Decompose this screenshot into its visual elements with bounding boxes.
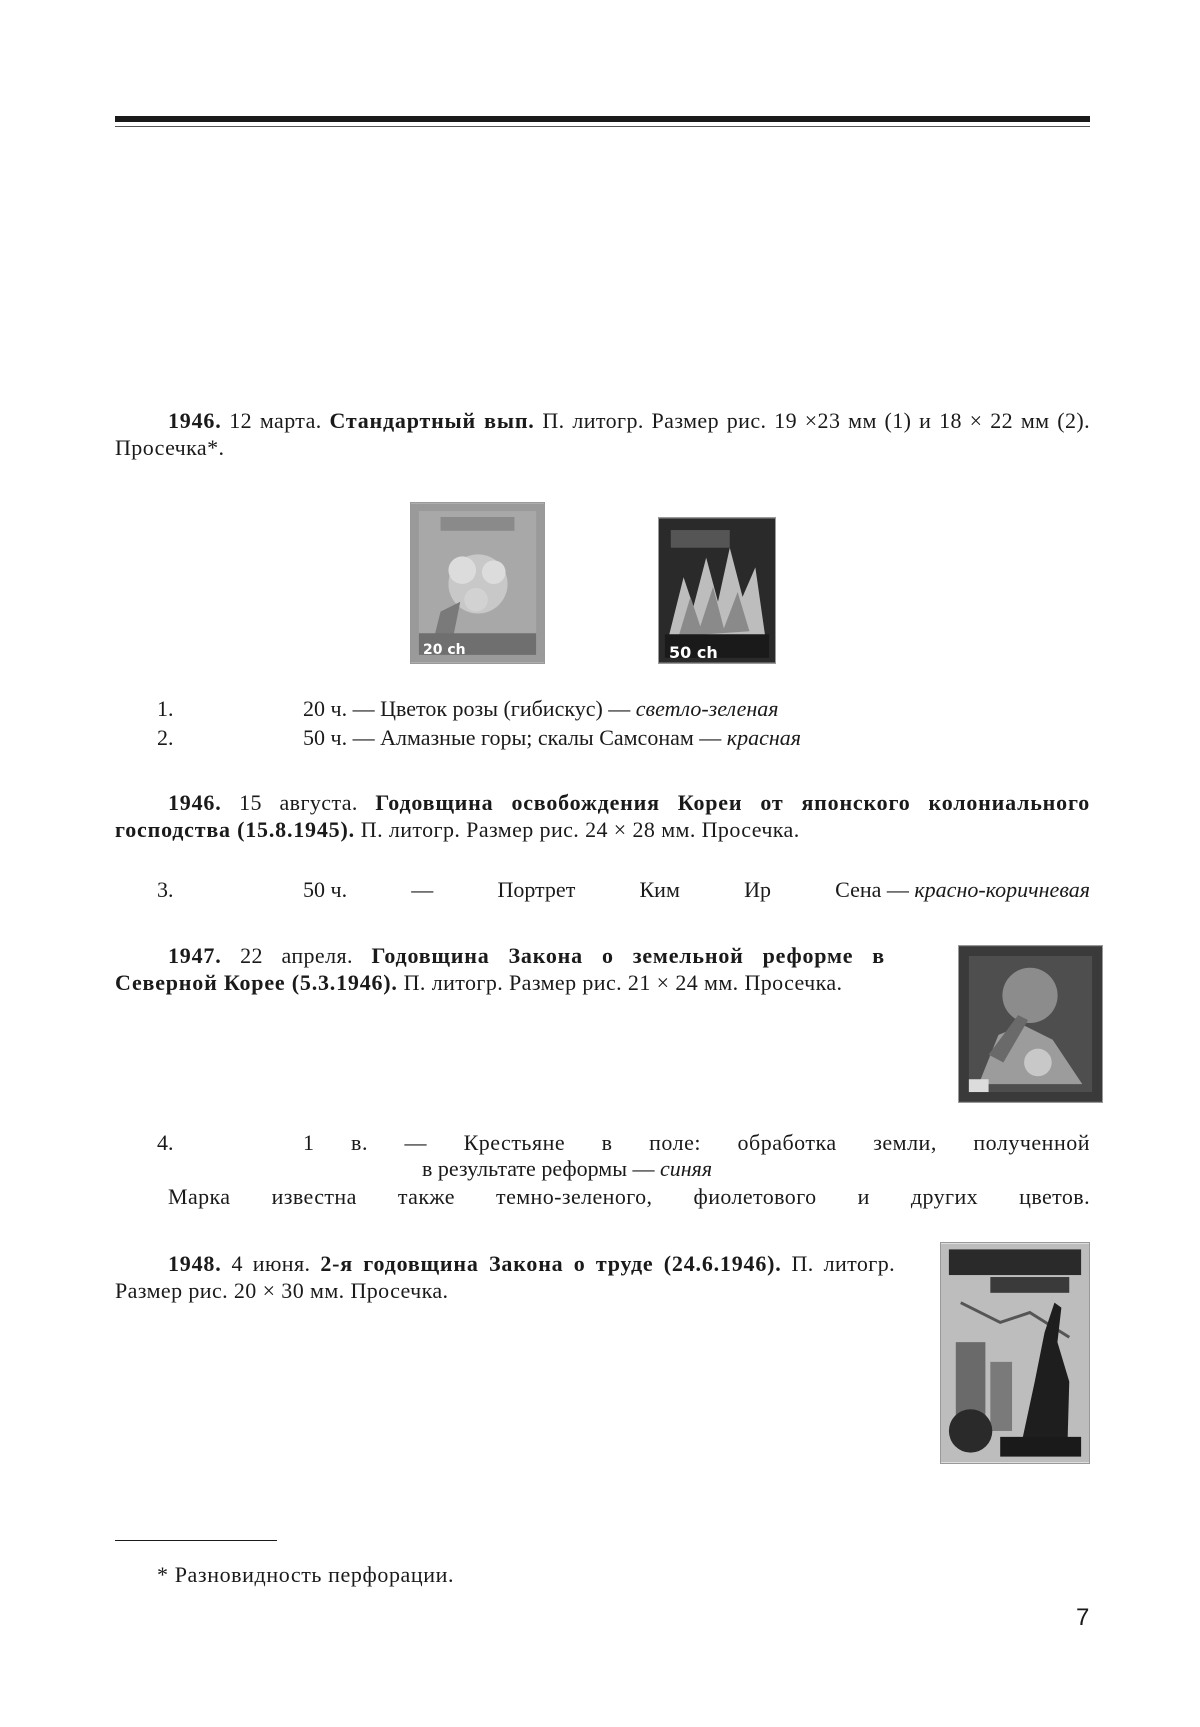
stamp-2-value: 50 ch (669, 643, 718, 662)
section-4-details: П. литогр. Размер рис. 20 × 30 мм. Просечка. (115, 1251, 896, 1303)
entry-3-color: красно-коричневая (914, 877, 1090, 902)
entry-3-number: 3. (157, 877, 174, 902)
entry-2-desc: Алмазные горы; скалы Самсонам — (380, 725, 722, 750)
section-3-details: П. литогр. Размер рис. 21 × 24 мм. Просечка. (403, 970, 843, 995)
entry-3-dash: — (411, 877, 434, 902)
section-4-date: 1948. (168, 1251, 222, 1276)
entry-4-number: 4. (157, 1130, 174, 1155)
entry-3-word-3: Ир (744, 877, 771, 902)
section-1-date-rest: 12 марта. (229, 408, 322, 433)
catalog-entry-2 (115, 724, 1090, 752)
footnote-rule (115, 1540, 277, 1541)
catalog-entry-1 (115, 695, 1090, 723)
section-2-heading (115, 789, 1090, 843)
stamp-4-drawing (941, 1243, 1089, 1463)
section-1-date: 1946. (168, 408, 222, 433)
entry-1-text (303, 695, 779, 722)
entry-4-note: Марка известна также темно-зеленого, фиолетового и других цветов. (168, 1184, 1090, 1209)
section-1-title: Стандартный вып. (329, 408, 535, 433)
entry-3-word-2: Ким (639, 877, 680, 902)
section-3-date-rest: 22 апреля. (240, 943, 353, 968)
entry-4-color: синяя (659, 1156, 713, 1181)
section-2-date: 1946. (168, 790, 222, 815)
section-3-heading (115, 942, 885, 996)
section-3-title: Годовщина Закона о земельной реформе в Северной Корее (5.3.1946). (115, 943, 885, 995)
stamp-1-value: 20 ch (423, 642, 466, 658)
entry-3-word-4 (835, 876, 1090, 903)
page-number: 7 (1076, 1604, 1090, 1631)
entry-1-color: светло-зеленая (635, 696, 779, 721)
stamp-image-4 (940, 1242, 1090, 1464)
section-4-heading (115, 1250, 895, 1304)
entry-1-value: 20 ч. — (303, 696, 375, 721)
entry-1-number: 1. (157, 696, 174, 721)
stamp-image-2 (658, 517, 776, 664)
entry-2-text (303, 724, 801, 751)
entry-1-desc: Цветок розы (гибискус) — (380, 696, 631, 721)
entry-2-value: 50 ч. — (303, 725, 375, 750)
stamp-3-drawing (959, 946, 1102, 1102)
stamp-image-1 (410, 502, 545, 664)
entry-4-line-2-text: в результате реформы — (422, 1156, 655, 1181)
entry-3-word-4-text: Сена — (835, 877, 909, 902)
catalog-entry-3 (115, 876, 1090, 904)
section-4-title: 2-я годовщина Закона о труде (24.6.1946). (320, 1251, 782, 1276)
entry-2-color: красная (726, 725, 801, 750)
top-rule (115, 116, 1090, 122)
footnote: * Разновидность перфорации. (157, 1562, 455, 1587)
stamp-image-3 (958, 945, 1103, 1103)
entry-4-line-2 (422, 1155, 712, 1182)
section-2-title: Годовщина освобождения Кореи от японского колониального господства (15.8.1945). (115, 790, 1090, 842)
section-2-date-rest: 15 августа. (239, 790, 358, 815)
section-2-details: П. литогр. Размер рис. 24 × 28 мм. Просечка. (360, 817, 800, 842)
entry-2-number: 2. (157, 725, 174, 750)
section-1-heading (115, 407, 1090, 461)
entry-3-word-1: Портрет (497, 877, 576, 902)
entry-3-value: 50 ч. (303, 877, 348, 902)
entry-3-text (303, 876, 1090, 903)
section-3-date: 1947. (168, 943, 222, 968)
section-4-date-rest: 4 июня. (231, 1251, 311, 1276)
entry-4-line-1: 1 в. — Крестьяне в поле: обработка земли, полученной (303, 1130, 1090, 1155)
top-rule-thin (115, 126, 1090, 127)
section-1-details: П. литогр. Размер рис. 19 ×23 мм (1) и 18 × 22 мм (2). Просечка*. (115, 408, 1091, 460)
